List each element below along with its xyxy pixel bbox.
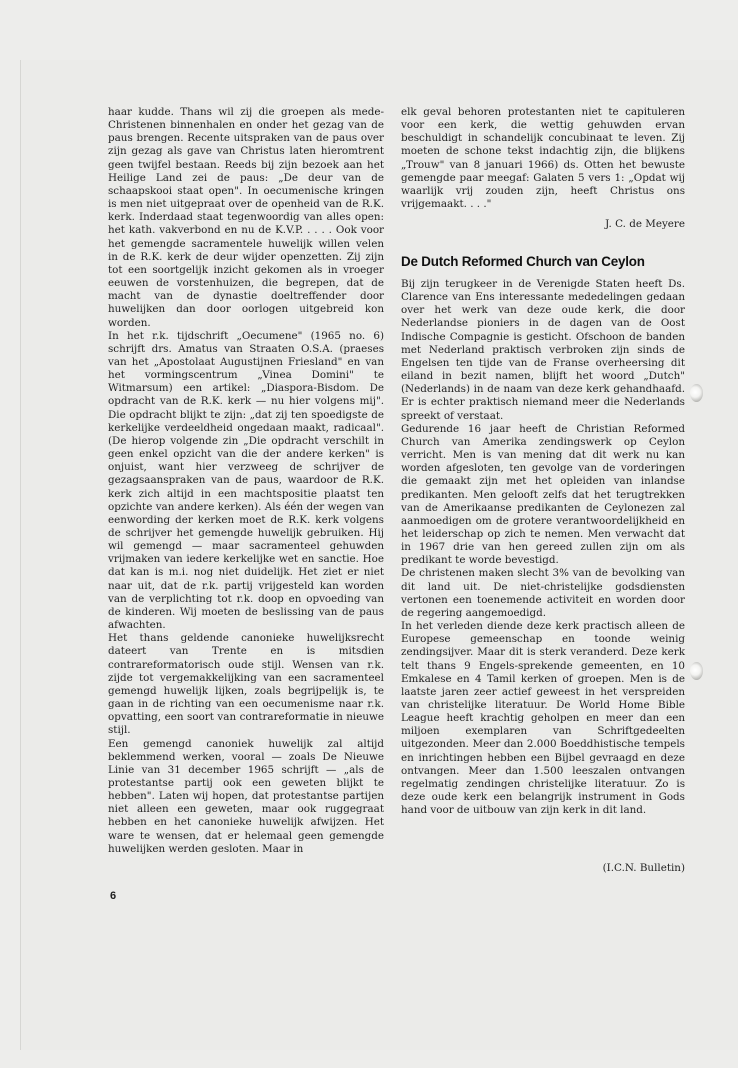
- punch-hole: [690, 662, 703, 680]
- paragraph: haar kudde. Thans wil zij die groepen als mede-Christenen binnenhalen en onder het gezag van de paus brengen. Recente uitspraken van de paus over zijn gezag als gave van Christus laten hieromtrent geen twijfel bestaan. Reeds bij zijn bezoek aan het Heilige Land zei de paus: „De deur van de schaapskooi staat open". In oecumenische kringen is men niet uitgepraat over de openheid van de R.K. kerk. Inderdaad staat tegenwoordig van alles open: het kath. vakverbond en nu de K.V.P. . . . . Ook voor het gemengde sacramentele huwelijk willen velen in de R.K. kerk de deur wijder openzetten. Zij zijn tot een soortgelijk inzicht gekomen als in vroeger eeuwen de vorstenhuizen, die begrepen, dat de macht van de dynastie doeltreffender door huwelijken dan door oorlogen uitgebreid kon worden.: [108, 106, 384, 329]
- paragraph: Het thans geldende canonieke huwelijksrecht dateert van Trente en is mitsdien contrareformatorisch oude stijl. Wensen van r.k. zijde tot vergemakkelijking van een sacramenteel gemengd huwelijk lijken, zoals begrijpelijk is, te gaan in de richting van een oecumenisme naar r.k. opvatting, een soort van contrareformatie in nieuwe stijl.: [108, 632, 384, 737]
- punch-hole: [690, 384, 703, 402]
- right-column-top: [401, 106, 685, 211]
- right-column-main: [401, 278, 685, 817]
- paragraph: Een gemengd canoniek huwelijk zal altijd beklemmend werken, vooral — zoals De Nieuwe Linie van 31 december 1965 schrijft — „als de protestantse partij ook een geweten blijkt te hebben". Laten wij hopen, dat protestantse partijen niet alleen een geweten, maar ook ruggegraat hebben en het canonieke huwelijk afwijzen. Het ware te wensen, dat er helemaal geen gemengde huwelijken werden gesloten. Maar in: [108, 737, 384, 855]
- paragraph: De christenen maken slecht 3% van de bevolking van dit land uit. De niet-christelijke godsdiensten vertonen een toenemende activiteit en worden door de regering aangemoedigd.: [401, 567, 685, 619]
- source-signature: (I.C.N. Bulletin): [602, 862, 685, 874]
- paragraph: In het verleden diende deze kerk practisch alleen de Europese gemeenschap en toonde weinig zendingsijver. Maar dit is sterk veranderd. Deze kerk telt thans 9 Engels-sprekende gemeenten, en 10 Emkalese en 4 Tamil kerken of groepen. Men is de laatste jaren zeer actief geweest in het verspreiden van christelijke literatuur. De World Home Bible League heeft krachtig geholpen en meer dan een miljoen exemplaren van Schriftgedeelten uitgezonden. Meer dan 2.000 Boeddhistische tempels en inrichtingen hebben een Bijbel gevraagd en deze ontvangen. Meer dan 1.500 leeszalen ontvangen regelmatig zendingen christelijke literatuur. Zo is deze oude kerk een belangrijk instrument in Gods hand voor de uitbouw van zijn kerk in dit land.: [401, 620, 685, 817]
- paragraph: elk geval behoren protestanten niet te capituleren voor een kerk, die wettig gehuwden ervan beschuldigt in schandelijk concubinaat te leven. Zij moeten de schone tekst indachtig zijn, die blijkens „Trouw" van 8 januari 1966) ds. Otten het bewuste gemengde paar meegaf: Galaten 5 vers 1: „Opdat wij waarlijk vrij zouden zijn, heeft Christus ons vrijgemaakt. . . .": [401, 106, 685, 211]
- paragraph: Gedurende 16 jaar heeft de Christian Reformed Church van Amerika zendingswerk op Ceylon verricht. Men is van mening dat dit werk nu kan worden afgesloten, ten gevolge van de vorderingen die gemaakt zijn met het opleiden van inlandse predikanten. Men gelooft zelfs dat het terugtrekken van de Amerikaanse predikanten de Ceylonezen zal aanmoedigen om de grotere verantwoordelijkheid en het leiderschap op zich te nemen. Men verwacht dat in 1967 drie van hen gereed zullen zijn om als predikant te worde bevestigd.: [401, 422, 685, 567]
- article-heading: De Dutch Reformed Church van Ceylon: [401, 254, 645, 269]
- page-number: 6: [110, 890, 117, 902]
- left-column: [108, 106, 384, 856]
- author-signature: J. C. de Meyere: [605, 218, 685, 230]
- paragraph: Bij zijn terugkeer in de Verenigde Staten heeft Ds. Clarence van Ens interessante mededelingen gedaan over het werk van deze oude kerk, die door Nederlandse pioniers in de dagen van de Oost Indische Compagnie is gesticht. Ofschoon de banden met Nederland praktisch verbroken zijn sinds de Engelsen ten tijde van de Franse overheersing dit eiland in bezit namen, blijft het woord „Dutch" (Nederlands) in de naam van deze kerk gehandhaafd. Er is echter praktisch niemand meer die Nederlands spreekt of verstaat.: [401, 278, 685, 422]
- paragraph: In het r.k. tijdschrift „Oecumene" (1965 no. 6) schrijft drs. Amatus van Straaten O.S.A. (praeses van het „Apostolaat Augustijnen Friesland" en van het vormingscentrum „Vinea Domini" te Witmarsum) een artikel: „Diaspora-Bisdom. De opdracht van de R.K. kerk — nu hier volgens mij". Die opdracht blijkt te zijn: „dat zij ten spoedigste de kerkelijke verdeeldheid ongedaan maakt, radicaal". (De hierop volgende zin „Die opdracht verschilt in geen enkel opzicht van die der andere kerken" is onjuist, want hier verzweeg de schrijver de gezagsaanspraken van de paus, waardoor de R.K. kerk zich altijd in een machtspositie plaatst ten opzichte van andere kerken). Als één der wegen van eenwording der kerken moet de R.K. kerk volgens de schrijver het gemengde huwelijk gebruiken. Hij wil gemengd — maar sacramenteel gehuwden vrijmaken van iedere kerkelijke wet en sanctie. Hoe dat kan is m.i. nog niet duidelijk. Het ziet er niet naar uit, dat de r.k. partij vrijgesteld kan worden van de verplichting tot r.k. doop en opvoeding van de kinderen. Wij moeten de beslissing van de paus afwachten.: [108, 329, 384, 632]
